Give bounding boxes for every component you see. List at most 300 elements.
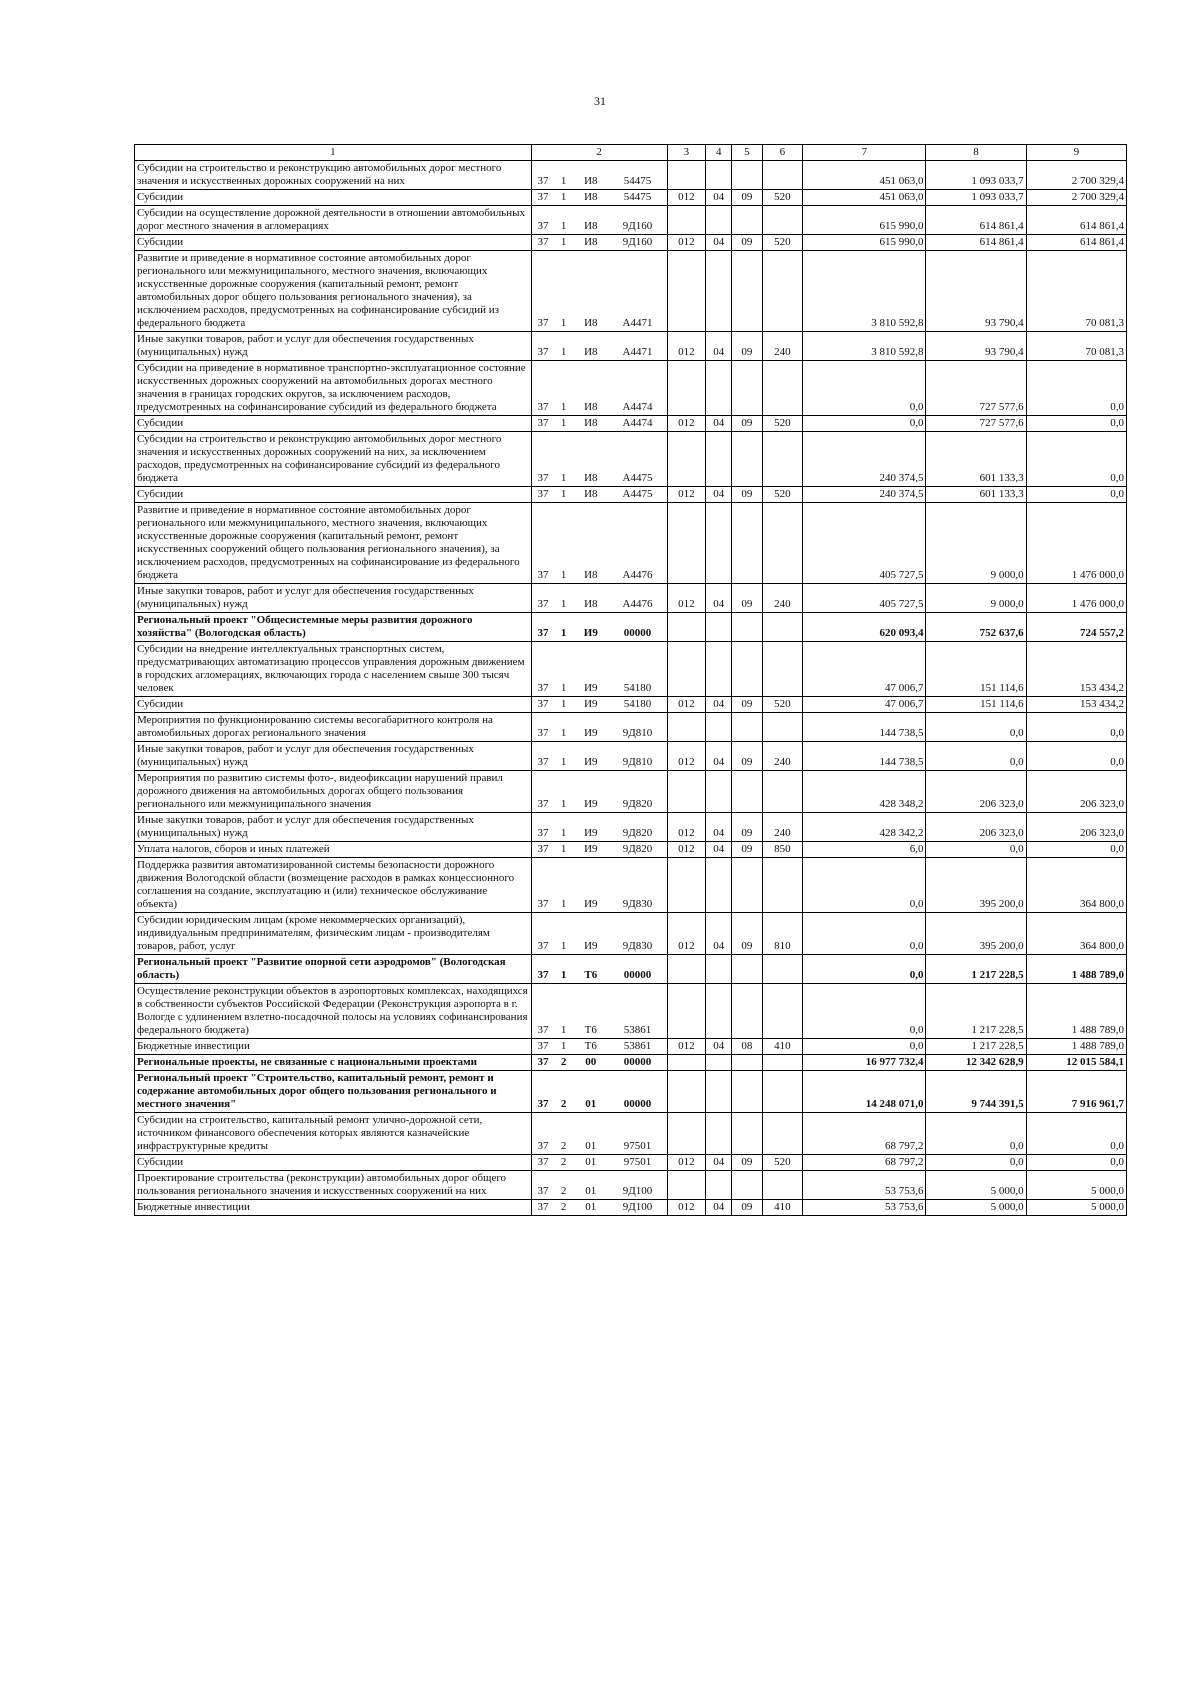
code-expense-type bbox=[762, 955, 803, 984]
amount-col-7: 68 797,2 bbox=[803, 1155, 926, 1171]
code-ministry bbox=[667, 1171, 706, 1200]
code-program: 37 bbox=[531, 1171, 554, 1200]
amount-col-8: 1 093 033,7 bbox=[926, 190, 1026, 206]
code-subsection: 09 bbox=[732, 416, 762, 432]
column-header-1: 1 bbox=[135, 145, 532, 161]
code-program: 37 bbox=[531, 161, 554, 190]
code-ministry: 012 bbox=[667, 1155, 706, 1171]
row-description: Иные закупки товаров, работ и услуг для обеспечения государственных (муниципальных) нужд bbox=[135, 584, 532, 613]
code-subprogram: 1 bbox=[554, 503, 573, 584]
code-program: 37 bbox=[531, 251, 554, 332]
amount-col-8: 614 861,4 bbox=[926, 206, 1026, 235]
code-subprogram: 2 bbox=[554, 1171, 573, 1200]
amount-col-7: 16 977 732,4 bbox=[803, 1055, 926, 1071]
code-program: 37 bbox=[531, 1071, 554, 1113]
code-program: 37 bbox=[531, 503, 554, 584]
amount-col-8: 5 000,0 bbox=[926, 1171, 1026, 1200]
table-row bbox=[135, 206, 1127, 235]
table-row bbox=[135, 1155, 1127, 1171]
amount-col-8: 395 200,0 bbox=[926, 858, 1026, 913]
code-project: И8 bbox=[573, 432, 609, 487]
amount-col-7: 47 006,7 bbox=[803, 697, 926, 713]
code-expense-type bbox=[762, 713, 803, 742]
column-header-4: 4 bbox=[706, 145, 732, 161]
code-ministry: 012 bbox=[667, 1200, 706, 1216]
amount-col-9: 70 081,3 bbox=[1026, 332, 1126, 361]
code-subsection: 09 bbox=[732, 913, 762, 955]
code-ministry bbox=[667, 984, 706, 1039]
code-section: 04 bbox=[706, 697, 732, 713]
code-ministry bbox=[667, 161, 706, 190]
amount-col-9: 364 800,0 bbox=[1026, 913, 1126, 955]
row-description: Субсидии на строительство и реконструкцию автомобильных дорог местного значения и искусственных дорожных сооружений на них bbox=[135, 161, 532, 190]
code-project: И9 bbox=[573, 713, 609, 742]
amount-col-9: 1 488 789,0 bbox=[1026, 1039, 1126, 1055]
code-direction: 97501 bbox=[609, 1155, 667, 1171]
code-subsection: 09 bbox=[732, 487, 762, 503]
code-section bbox=[706, 206, 732, 235]
code-ministry: 012 bbox=[667, 813, 706, 842]
amount-col-9: 614 861,4 bbox=[1026, 206, 1126, 235]
code-section bbox=[706, 984, 732, 1039]
table-row bbox=[135, 190, 1127, 206]
code-subprogram: 1 bbox=[554, 697, 573, 713]
amount-col-7: 620 093,4 bbox=[803, 613, 926, 642]
code-section bbox=[706, 1071, 732, 1113]
amount-col-8: 1 217 228,5 bbox=[926, 955, 1026, 984]
amount-col-7: 68 797,2 bbox=[803, 1113, 926, 1155]
code-program: 37 bbox=[531, 1113, 554, 1155]
amount-col-9: 12 015 584,1 bbox=[1026, 1055, 1126, 1071]
code-ministry: 012 bbox=[667, 416, 706, 432]
amount-col-8: 9 000,0 bbox=[926, 584, 1026, 613]
code-direction: А4476 bbox=[609, 503, 667, 584]
row-description: Региональный проект "Развитие опорной сети аэродромов" (Вологодская область) bbox=[135, 955, 532, 984]
code-direction: 97501 bbox=[609, 1113, 667, 1155]
code-subprogram: 1 bbox=[554, 235, 573, 251]
code-ministry bbox=[667, 955, 706, 984]
code-program: 37 bbox=[531, 235, 554, 251]
code-program: 37 bbox=[531, 842, 554, 858]
code-subsection bbox=[732, 858, 762, 913]
code-direction: А4474 bbox=[609, 361, 667, 416]
code-project: И8 bbox=[573, 584, 609, 613]
code-subprogram: 1 bbox=[554, 984, 573, 1039]
code-subsection bbox=[732, 251, 762, 332]
code-program: 37 bbox=[531, 361, 554, 416]
code-expense-type: 240 bbox=[762, 742, 803, 771]
code-project: Т6 bbox=[573, 955, 609, 984]
code-subsection: 09 bbox=[732, 742, 762, 771]
table-row bbox=[135, 771, 1127, 813]
code-project: И9 bbox=[573, 842, 609, 858]
code-expense-type bbox=[762, 858, 803, 913]
amount-col-7: 240 374,5 bbox=[803, 432, 926, 487]
code-direction: 9Д820 bbox=[609, 842, 667, 858]
column-header-9: 9 bbox=[1026, 145, 1126, 161]
amount-col-8: 9 744 391,5 bbox=[926, 1071, 1026, 1113]
table-row bbox=[135, 913, 1127, 955]
code-expense-type bbox=[762, 642, 803, 697]
code-section bbox=[706, 858, 732, 913]
code-program: 37 bbox=[531, 742, 554, 771]
code-expense-type bbox=[762, 251, 803, 332]
code-subprogram: 1 bbox=[554, 858, 573, 913]
amount-col-8: 727 577,6 bbox=[926, 361, 1026, 416]
code-direction: А4471 bbox=[609, 251, 667, 332]
code-direction: 54475 bbox=[609, 161, 667, 190]
row-description: Осуществление реконструкции объектов в аэропортовых комплексах, находящихся в собственности субъектов Российской Федерации (Реконструкция аэропорта в г. Вологде с удлинением взлетно-посадочной полосы на условиях софинансирования федерального бюджета) bbox=[135, 984, 532, 1039]
amount-col-9: 1 476 000,0 bbox=[1026, 584, 1126, 613]
code-program: 37 bbox=[531, 955, 554, 984]
code-section bbox=[706, 432, 732, 487]
code-section bbox=[706, 361, 732, 416]
amount-col-7: 53 753,6 bbox=[803, 1171, 926, 1200]
code-project: И9 bbox=[573, 742, 609, 771]
amount-col-8: 395 200,0 bbox=[926, 913, 1026, 955]
code-subprogram: 1 bbox=[554, 955, 573, 984]
code-project: Т6 bbox=[573, 1039, 609, 1055]
code-project: И8 bbox=[573, 161, 609, 190]
amount-col-9: 206 323,0 bbox=[1026, 771, 1126, 813]
amount-col-8: 0,0 bbox=[926, 842, 1026, 858]
table-row bbox=[135, 584, 1127, 613]
column-header-2: 2 bbox=[531, 145, 667, 161]
table-row bbox=[135, 432, 1127, 487]
code-subprogram: 1 bbox=[554, 742, 573, 771]
code-program: 37 bbox=[531, 858, 554, 913]
row-description: Субсидии на строительство и реконструкцию автомобильных дорог местного значения и искусственных дорожных сооружений на них, за исключением расходов, предусмотренных на софинансирование субсидий из федерального бюджета bbox=[135, 432, 532, 487]
code-ministry bbox=[667, 713, 706, 742]
code-program: 37 bbox=[531, 190, 554, 206]
code-section: 04 bbox=[706, 190, 732, 206]
table-row bbox=[135, 613, 1127, 642]
code-project: Т6 bbox=[573, 984, 609, 1039]
code-subprogram: 1 bbox=[554, 642, 573, 697]
amount-col-9: 0,0 bbox=[1026, 487, 1126, 503]
amount-col-8: 601 133,3 bbox=[926, 432, 1026, 487]
code-section: 04 bbox=[706, 487, 732, 503]
amount-col-8: 0,0 bbox=[926, 1155, 1026, 1171]
code-section: 04 bbox=[706, 1155, 732, 1171]
code-direction: 9Д810 bbox=[609, 713, 667, 742]
code-expense-type: 410 bbox=[762, 1039, 803, 1055]
code-section bbox=[706, 1113, 732, 1155]
row-description: Субсидии bbox=[135, 190, 532, 206]
code-subprogram: 1 bbox=[554, 913, 573, 955]
table-row bbox=[135, 1200, 1127, 1216]
code-section bbox=[706, 161, 732, 190]
table-row bbox=[135, 955, 1127, 984]
code-expense-type: 240 bbox=[762, 332, 803, 361]
code-subsection bbox=[732, 771, 762, 813]
amount-col-9: 0,0 bbox=[1026, 713, 1126, 742]
amount-col-7: 144 738,5 bbox=[803, 742, 926, 771]
code-subprogram: 1 bbox=[554, 613, 573, 642]
code-expense-type bbox=[762, 1055, 803, 1071]
code-subsection bbox=[732, 713, 762, 742]
code-section bbox=[706, 955, 732, 984]
code-expense-type bbox=[762, 613, 803, 642]
code-subsection: 09 bbox=[732, 842, 762, 858]
code-direction: 9Д810 bbox=[609, 742, 667, 771]
amount-col-9: 724 557,2 bbox=[1026, 613, 1126, 642]
code-subprogram: 1 bbox=[554, 206, 573, 235]
code-direction: 9Д830 bbox=[609, 858, 667, 913]
amount-col-7: 0,0 bbox=[803, 913, 926, 955]
code-subsection bbox=[732, 1055, 762, 1071]
code-expense-type: 520 bbox=[762, 697, 803, 713]
amount-col-7: 405 727,5 bbox=[803, 584, 926, 613]
code-section: 04 bbox=[706, 584, 732, 613]
amount-col-8: 0,0 bbox=[926, 742, 1026, 771]
code-section: 04 bbox=[706, 235, 732, 251]
code-expense-type bbox=[762, 1113, 803, 1155]
code-subsection bbox=[732, 1113, 762, 1155]
code-subsection bbox=[732, 1171, 762, 1200]
table-row bbox=[135, 251, 1127, 332]
amount-col-9: 5 000,0 bbox=[1026, 1171, 1126, 1200]
code-direction: 54180 bbox=[609, 642, 667, 697]
code-ministry: 012 bbox=[667, 487, 706, 503]
code-program: 37 bbox=[531, 913, 554, 955]
code-direction: 00000 bbox=[609, 1055, 667, 1071]
code-direction: 54180 bbox=[609, 697, 667, 713]
code-project: 01 bbox=[573, 1200, 609, 1216]
code-program: 37 bbox=[531, 813, 554, 842]
column-header-6: 6 bbox=[762, 145, 803, 161]
code-ministry: 012 bbox=[667, 1039, 706, 1055]
code-subprogram: 1 bbox=[554, 771, 573, 813]
code-subsection bbox=[732, 642, 762, 697]
row-description: Развитие и приведение в нормативное состояние автомобильных дорог регионального или межмуниципального, местного значения, включающих искусственные дорожные сооружения (капитальный ремонт, ремонт автомобильных дорог общего пользования регионального значения), за исключением расходов, предусмотренных на софинансирование субсидий из федерального бюджета bbox=[135, 251, 532, 332]
code-subprogram: 2 bbox=[554, 1113, 573, 1155]
amount-col-8: 9 000,0 bbox=[926, 503, 1026, 584]
code-project: И9 bbox=[573, 697, 609, 713]
row-description: Субсидии bbox=[135, 1155, 532, 1171]
code-program: 37 bbox=[531, 1055, 554, 1071]
code-subprogram: 1 bbox=[554, 416, 573, 432]
table-header-row bbox=[135, 145, 1127, 161]
code-project: И8 bbox=[573, 190, 609, 206]
amount-col-7: 451 063,0 bbox=[803, 161, 926, 190]
code-program: 37 bbox=[531, 206, 554, 235]
code-project: И9 bbox=[573, 613, 609, 642]
amount-col-7: 0,0 bbox=[803, 984, 926, 1039]
code-subsection: 09 bbox=[732, 813, 762, 842]
code-subsection bbox=[732, 984, 762, 1039]
code-expense-type bbox=[762, 503, 803, 584]
code-project: И8 bbox=[573, 235, 609, 251]
amount-col-7: 428 342,2 bbox=[803, 813, 926, 842]
row-description: Субсидии на внедрение интеллектуальных транспортных систем, предусматривающих автоматизацию процессов управления дорожным движением в городских агломерациях, включающих города с населением свыше 300 тысяч человек bbox=[135, 642, 532, 697]
code-program: 37 bbox=[531, 432, 554, 487]
code-ministry bbox=[667, 771, 706, 813]
amount-col-9: 2 700 329,4 bbox=[1026, 161, 1126, 190]
table-row bbox=[135, 161, 1127, 190]
code-project: И9 bbox=[573, 813, 609, 842]
code-direction: А4476 bbox=[609, 584, 667, 613]
row-description: Субсидии bbox=[135, 697, 532, 713]
code-expense-type: 850 bbox=[762, 842, 803, 858]
code-direction: А4471 bbox=[609, 332, 667, 361]
page-number: 31 bbox=[594, 94, 606, 108]
amount-col-9: 0,0 bbox=[1026, 432, 1126, 487]
code-project: 00 bbox=[573, 1055, 609, 1071]
amount-col-9: 7 916 961,7 bbox=[1026, 1071, 1126, 1113]
code-direction: 00000 bbox=[609, 955, 667, 984]
amount-col-7: 240 374,5 bbox=[803, 487, 926, 503]
table-row bbox=[135, 416, 1127, 432]
code-subsection: 09 bbox=[732, 697, 762, 713]
code-subprogram: 2 bbox=[554, 1155, 573, 1171]
amount-col-8: 614 861,4 bbox=[926, 235, 1026, 251]
amount-col-9: 153 434,2 bbox=[1026, 697, 1126, 713]
code-project: И8 bbox=[573, 503, 609, 584]
code-subprogram: 1 bbox=[554, 813, 573, 842]
code-expense-type bbox=[762, 1071, 803, 1113]
amount-col-7: 47 006,7 bbox=[803, 642, 926, 697]
code-expense-type bbox=[762, 771, 803, 813]
code-section: 04 bbox=[706, 332, 732, 361]
code-project: 01 bbox=[573, 1113, 609, 1155]
code-subsection: 09 bbox=[732, 1200, 762, 1216]
amount-col-9: 0,0 bbox=[1026, 1113, 1126, 1155]
code-section bbox=[706, 613, 732, 642]
code-ministry bbox=[667, 642, 706, 697]
row-description: Субсидии bbox=[135, 487, 532, 503]
amount-col-9: 206 323,0 bbox=[1026, 813, 1126, 842]
code-direction: 9Д160 bbox=[609, 235, 667, 251]
code-direction: 53861 bbox=[609, 984, 667, 1039]
code-direction: 00000 bbox=[609, 1071, 667, 1113]
code-section: 04 bbox=[706, 913, 732, 955]
code-subsection: 09 bbox=[732, 332, 762, 361]
amount-col-8: 727 577,6 bbox=[926, 416, 1026, 432]
code-direction: А4475 bbox=[609, 487, 667, 503]
code-ministry: 012 bbox=[667, 584, 706, 613]
code-subsection: 09 bbox=[732, 1155, 762, 1171]
amount-col-7: 615 990,0 bbox=[803, 206, 926, 235]
code-program: 37 bbox=[531, 642, 554, 697]
amount-col-7: 405 727,5 bbox=[803, 503, 926, 584]
code-subsection bbox=[732, 503, 762, 584]
row-description: Уплата налогов, сборов и иных платежей bbox=[135, 842, 532, 858]
table-row bbox=[135, 487, 1127, 503]
amount-col-7: 0,0 bbox=[803, 858, 926, 913]
code-ministry bbox=[667, 1071, 706, 1113]
code-direction: 9Д100 bbox=[609, 1200, 667, 1216]
amount-col-8: 1 217 228,5 bbox=[926, 1039, 1026, 1055]
table-row bbox=[135, 361, 1127, 416]
amount-col-7: 0,0 bbox=[803, 1039, 926, 1055]
table-row bbox=[135, 984, 1127, 1039]
code-program: 37 bbox=[531, 1200, 554, 1216]
amount-col-8: 151 114,6 bbox=[926, 697, 1026, 713]
row-description: Иные закупки товаров, работ и услуг для обеспечения государственных (муниципальных) нужд bbox=[135, 813, 532, 842]
code-subprogram: 1 bbox=[554, 584, 573, 613]
code-section bbox=[706, 251, 732, 332]
code-subprogram: 2 bbox=[554, 1071, 573, 1113]
code-subsection bbox=[732, 955, 762, 984]
amount-col-9: 1 488 789,0 bbox=[1026, 955, 1126, 984]
table-row bbox=[135, 813, 1127, 842]
code-expense-type: 520 bbox=[762, 190, 803, 206]
code-expense-type: 810 bbox=[762, 913, 803, 955]
code-program: 37 bbox=[531, 332, 554, 361]
code-program: 37 bbox=[531, 1155, 554, 1171]
code-direction: 00000 bbox=[609, 613, 667, 642]
amount-col-8: 752 637,6 bbox=[926, 613, 1026, 642]
amount-col-7: 451 063,0 bbox=[803, 190, 926, 206]
table-row bbox=[135, 332, 1127, 361]
code-direction: 9Д830 bbox=[609, 913, 667, 955]
amount-col-9: 614 861,4 bbox=[1026, 235, 1126, 251]
code-subsection bbox=[732, 432, 762, 487]
code-ministry: 012 bbox=[667, 235, 706, 251]
table-row bbox=[135, 1113, 1127, 1155]
code-program: 37 bbox=[531, 771, 554, 813]
amount-col-9: 0,0 bbox=[1026, 1155, 1126, 1171]
code-section bbox=[706, 771, 732, 813]
code-ministry bbox=[667, 251, 706, 332]
code-section bbox=[706, 713, 732, 742]
table-row bbox=[135, 1171, 1127, 1200]
code-section: 04 bbox=[706, 1200, 732, 1216]
code-project: 01 bbox=[573, 1155, 609, 1171]
code-project: И9 bbox=[573, 858, 609, 913]
amount-col-9: 2 700 329,4 bbox=[1026, 190, 1126, 206]
row-description: Субсидии bbox=[135, 235, 532, 251]
code-subprogram: 2 bbox=[554, 1200, 573, 1216]
code-project: И8 bbox=[573, 487, 609, 503]
row-description: Региональные проекты, не связанные с национальными проектами bbox=[135, 1055, 532, 1071]
amount-col-8: 206 323,0 bbox=[926, 771, 1026, 813]
column-header-5: 5 bbox=[732, 145, 762, 161]
code-direction: А4474 bbox=[609, 416, 667, 432]
table-row bbox=[135, 742, 1127, 771]
amount-col-7: 3 810 592,8 bbox=[803, 332, 926, 361]
code-subsection: 09 bbox=[732, 190, 762, 206]
budget-table bbox=[134, 144, 1127, 1216]
code-expense-type: 520 bbox=[762, 416, 803, 432]
code-ministry: 012 bbox=[667, 742, 706, 771]
amount-col-7: 6,0 bbox=[803, 842, 926, 858]
code-section bbox=[706, 1171, 732, 1200]
code-ministry bbox=[667, 613, 706, 642]
table-row bbox=[135, 235, 1127, 251]
amount-col-7: 3 810 592,8 bbox=[803, 251, 926, 332]
code-expense-type bbox=[762, 161, 803, 190]
amount-col-7: 615 990,0 bbox=[803, 235, 926, 251]
code-section: 04 bbox=[706, 1039, 732, 1055]
amount-col-7: 14 248 071,0 bbox=[803, 1071, 926, 1113]
amount-col-8: 93 790,4 bbox=[926, 332, 1026, 361]
code-project: И8 bbox=[573, 416, 609, 432]
row-description: Проектирование строительства (реконструкции) автомобильных дорог общего пользования регионального значения и искусственных сооружений на них bbox=[135, 1171, 532, 1200]
code-program: 37 bbox=[531, 487, 554, 503]
code-direction: 9Д100 bbox=[609, 1171, 667, 1200]
code-subsection: 09 bbox=[732, 584, 762, 613]
row-description: Субсидии юридическим лицам (кроме некоммерческих организаций), индивидуальным предпринимателям, физическим лицам - производителям товаров, работ, услуг bbox=[135, 913, 532, 955]
row-description: Субсидии bbox=[135, 416, 532, 432]
amount-col-9: 1 476 000,0 bbox=[1026, 503, 1126, 584]
code-subprogram: 1 bbox=[554, 251, 573, 332]
code-project: И8 bbox=[573, 206, 609, 235]
code-section: 04 bbox=[706, 416, 732, 432]
amount-col-8: 206 323,0 bbox=[926, 813, 1026, 842]
amount-col-8: 12 342 628,9 bbox=[926, 1055, 1026, 1071]
